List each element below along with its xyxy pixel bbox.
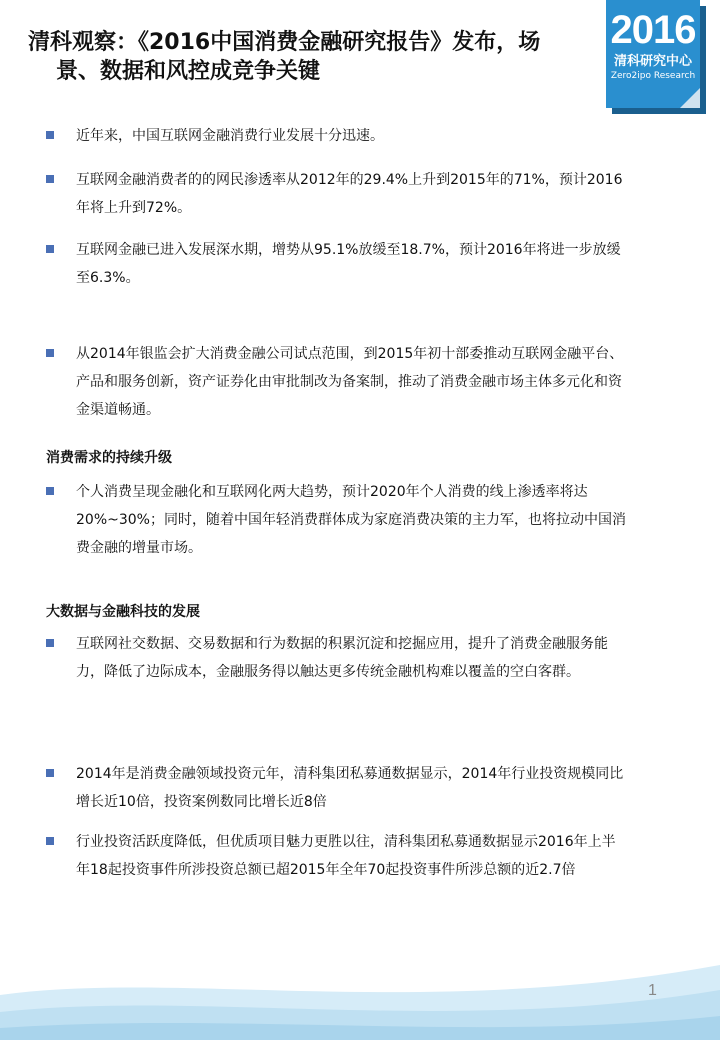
title-line-1: 清科观察：《2016中国消费金融研究报告》发布，场: [28, 30, 541, 55]
list-item: [46, 828, 626, 884]
list-item-text: 行业投资活跃度降低，但优质项目魅力更胜以往，清科集团私募通数据显示2016年上半年18起投资事件所涉投资总额已超2015年全年70起投资事件所涉总额的近2.7倍: [76, 834, 616, 878]
square-bullet-icon: [46, 131, 54, 139]
page-number: 1: [648, 982, 657, 999]
square-bullet-icon: [46, 769, 54, 777]
list-item-text: 从2014年银监会扩大消费金融公司试点范围，到2015年初十部委推动互联网金融平台、产品和服务创新，资产证券化由审批制改为备案制，推动了消费金融市场主体多元化和资金渠道畅通。: [76, 346, 624, 418]
badge-org-cn: 清科研究中心: [613, 54, 692, 69]
square-bullet-icon: [46, 175, 54, 183]
list-item-text: 个人消费呈现金融化和互联网化两大趋势，预计2020年个人消费的线上渗透率将达20%~30%；同时，随着中国年轻消费群体成为家庭消费决策的主力军，也将拉动中国消费金融的增量市场。: [76, 484, 626, 556]
badge-fold-corner: [680, 88, 700, 108]
square-bullet-icon: [46, 349, 54, 357]
square-bullet-icon: [46, 245, 54, 253]
badge-year: 2016: [610, 8, 696, 52]
badge-org-en: Zero2ipo Research: [610, 71, 696, 81]
list-item: [46, 236, 626, 292]
list-item: [46, 478, 626, 562]
square-bullet-icon: [46, 639, 54, 647]
list-item-text: 近年来，中国互联网金融消费行业发展十分迅速。: [76, 128, 384, 144]
list-item-text: 2014年是消费金融领域投资元年，清科集团私募通数据显示，2014年行业投资规模同比增长近10倍，投资案例数同比增长近8倍: [76, 766, 624, 810]
list-item-text: 互联网金融消费者的的网民渗透率从2012年的29.4%上升到2015年的71%，预计2016年将上升到72%。: [76, 172, 623, 216]
list-item-text: 互联网社交数据、交易数据和行为数据的积累沉淀和挖掘应用，提升了消费金融服务能力，降低了边际成本，金融服务得以触达更多传统金融机构难以覆盖的空白客群。: [76, 636, 608, 680]
title-line-2: 景、数据和风控成竞争关键: [56, 59, 321, 84]
page-title: [28, 28, 598, 86]
square-bullet-icon: [46, 487, 54, 495]
list-item: [46, 122, 626, 150]
list-item: [46, 630, 626, 686]
section-heading: 大数据与金融科技的发展: [46, 604, 200, 620]
list-item: [46, 340, 626, 424]
list-item-text: 互联网金融已进入发展深水期，增势从95.1%放缓至18.7%，预计2016年将进一步放缓至6.3%。: [76, 242, 621, 286]
list-item: [46, 760, 626, 816]
footer-wave-decoration: [0, 950, 720, 1040]
square-bullet-icon: [46, 837, 54, 845]
list-item: [46, 166, 626, 222]
section-heading: 消费需求的持续升级: [46, 450, 172, 466]
